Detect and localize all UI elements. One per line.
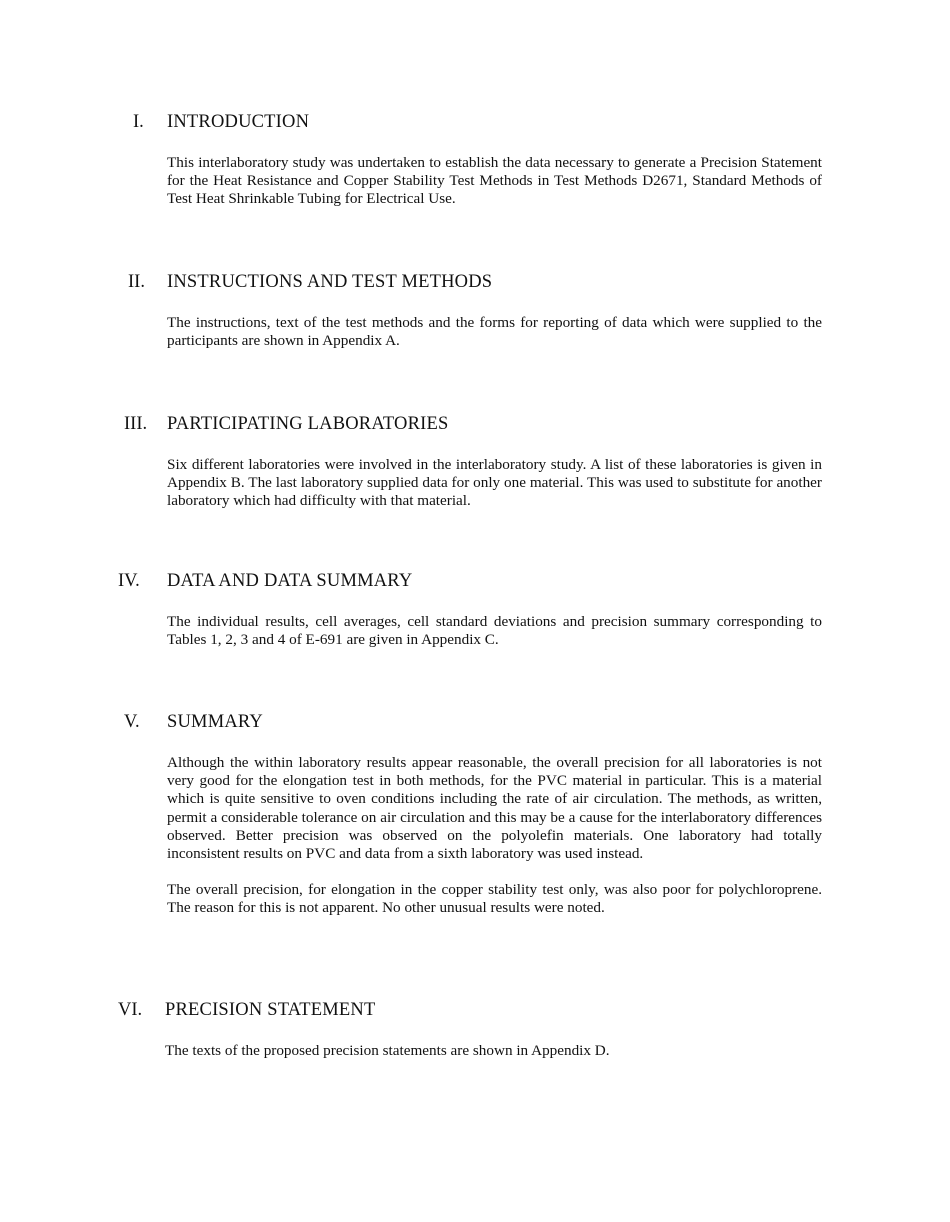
section-title: INSTRUCTIONS AND TEST METHODS <box>167 272 493 292</box>
section-heading <box>0 412 950 436</box>
section-numeral: I. <box>133 112 144 132</box>
section-introduction <box>0 110 950 209</box>
section-heading <box>0 998 950 1022</box>
section-paragraph: The texts of the proposed precision statements are shown in Appendix D. <box>165 1042 610 1059</box>
section-title: PRECISION STATEMENT <box>165 1000 376 1020</box>
section-title: SUMMARY <box>167 712 263 732</box>
section-paragraph: This interlaboratory study was undertaken to establish the data necessary to generate a Precision Statement for the Heat Resistance and Copper Stability Test Methods in Test Methods D2671, Standard Methods of Test Heat Shrinkable Tubing for Electrical Use. <box>167 154 822 208</box>
section-numeral: VI. <box>118 1000 143 1020</box>
section-participating-laboratories <box>0 412 950 511</box>
section-heading <box>0 270 950 294</box>
section-summary <box>0 710 950 918</box>
section-numeral: IV. <box>118 571 140 591</box>
section-title: PARTICIPATING LABORATORIES <box>167 414 449 434</box>
section-heading <box>0 569 950 593</box>
section-numeral: II. <box>128 272 145 292</box>
section-heading <box>0 710 950 734</box>
section-numeral: III. <box>124 414 148 434</box>
section-precision-statement <box>0 998 950 1060</box>
section-paragraph: The overall precision, for elongation in the copper stability test only, was also poor for polychloroprene. The reason for this is not apparent. No other unusual results were noted. <box>167 881 822 917</box>
section-paragraph: The individual results, cell averages, cell standard deviations and precision summary corresponding to Tables 1, 2, 3 and 4 of E-691 are given in Appendix C. <box>167 613 822 649</box>
section-title: DATA AND DATA SUMMARY <box>167 571 413 591</box>
section-paragraph: Although the within laboratory results appear reasonable, the overall precision for all laboratories is not very good for the elongation test in both methods, for the PVC material in particular. This is a material which is quite sensitive to oven conditions including the rate of air circulation. The methods, as written, permit a considerable tolerance on air circulation and this may be a cause for the interlaboratory differences observed. Better precision was observed on the polyolefin materials. One laboratory had totally inconsistent results on PVC and data from a sixth laboratory was used instead. <box>167 754 822 863</box>
section-paragraph: The instructions, text of the test methods and the forms for reporting of data which were supplied to the participants are shown in Appendix A. <box>167 314 822 350</box>
section-heading <box>0 110 950 134</box>
section-data-and-data-summary <box>0 569 950 649</box>
section-numeral: V. <box>124 712 140 732</box>
section-title: INTRODUCTION <box>167 112 310 132</box>
section-paragraph: Six different laboratories were involved in the interlaboratory study. A list of these laboratories is given in Appendix B. The last laboratory supplied data for only one material. This was used to substitute for another laboratory which had difficulty with that material. <box>167 456 822 510</box>
section-instructions-and-test-methods <box>0 270 950 350</box>
